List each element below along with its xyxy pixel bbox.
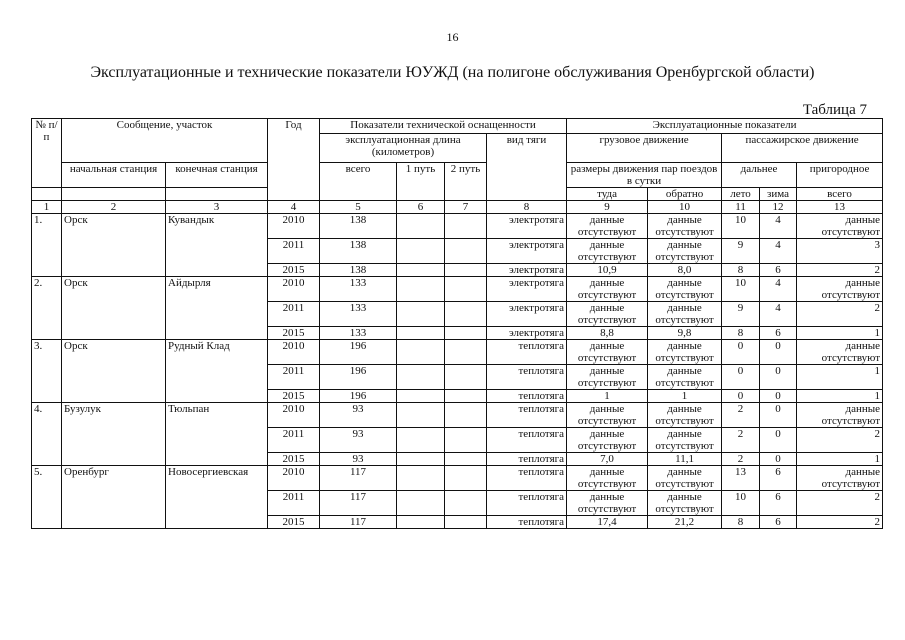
winter-cell: 4: [760, 214, 797, 239]
header-num: № п/п: [32, 119, 62, 188]
table-header: [32, 119, 883, 214]
freight-back-cell: данные отсутствуют: [648, 214, 722, 239]
column-number: 6: [397, 201, 445, 214]
traction-cell: электротяга: [487, 264, 567, 277]
year-cell: 2011: [268, 239, 320, 264]
column-number: 9: [567, 201, 648, 214]
summer-cell: 2: [722, 403, 760, 428]
year-cell: 2011: [268, 428, 320, 453]
row-number-cell: 4.: [32, 403, 62, 466]
year-cell: 2010: [268, 403, 320, 428]
header-tech: Показатели технической оснащенности: [320, 119, 567, 134]
length-total-cell: 133: [320, 277, 397, 302]
suburban-cell: 1: [797, 327, 883, 340]
track2-cell: [445, 466, 487, 491]
traction-cell: электротяга: [487, 277, 567, 302]
track1-cell: [397, 453, 445, 466]
length-total-cell: 138: [320, 264, 397, 277]
track2-cell: [445, 214, 487, 239]
row-number-cell: 5.: [32, 466, 62, 529]
freight-there-cell: данные отсутствуют: [567, 214, 648, 239]
start-station-cell: Бузулук: [62, 403, 166, 466]
winter-cell: 6: [760, 264, 797, 277]
row-number-cell: 1.: [32, 214, 62, 277]
length-total-cell: 133: [320, 327, 397, 340]
suburban-cell: 2: [797, 491, 883, 516]
end-station-cell: Рудный Клад: [166, 340, 268, 403]
table-row: [32, 277, 883, 302]
summer-cell: 0: [722, 390, 760, 403]
freight-back-cell: данные отсутствуют: [648, 302, 722, 327]
column-number: 4: [268, 201, 320, 214]
header-expl: Эксплуатационные показатели: [567, 119, 883, 134]
length-total-cell: 93: [320, 453, 397, 466]
winter-cell: 4: [760, 277, 797, 302]
winter-cell: 0: [760, 428, 797, 453]
row-number-cell: 2.: [32, 277, 62, 340]
track2-cell: [445, 327, 487, 340]
winter-cell: 0: [760, 453, 797, 466]
suburban-cell: данные отсутствуют: [797, 466, 883, 491]
freight-there-cell: данные отсутствуют: [567, 365, 648, 390]
end-station-cell: Новосергиевская: [166, 466, 268, 529]
header-total: всего: [320, 163, 397, 201]
track1-cell: [397, 214, 445, 239]
column-number: 2: [62, 201, 166, 214]
freight-back-cell: данные отсутствуют: [648, 466, 722, 491]
track1-cell: [397, 403, 445, 428]
length-total-cell: 117: [320, 516, 397, 529]
year-cell: 2010: [268, 214, 320, 239]
track2-cell: [445, 365, 487, 390]
header-start-station: начальная станция: [62, 163, 166, 188]
track1-cell: [397, 302, 445, 327]
winter-cell: 0: [760, 403, 797, 428]
freight-there-cell: данные отсутствуют: [567, 277, 648, 302]
length-total-cell: 138: [320, 239, 397, 264]
freight-there-cell: данные отсутствуют: [567, 428, 648, 453]
suburban-cell: 3: [797, 239, 883, 264]
year-cell: 2015: [268, 327, 320, 340]
start-station-cell: Орск: [62, 214, 166, 277]
track1-cell: [397, 239, 445, 264]
column-number: 8: [487, 201, 567, 214]
track2-cell: [445, 428, 487, 453]
year-cell: 2010: [268, 340, 320, 365]
track1-cell: [397, 491, 445, 516]
header-summer: лето: [722, 188, 760, 201]
table-row: [32, 214, 883, 239]
header-year: Год: [268, 119, 320, 201]
suburban-cell: данные отсутствуют: [797, 214, 883, 239]
end-station-cell: Кувандык: [166, 214, 268, 277]
freight-back-cell: 1: [648, 390, 722, 403]
summer-cell: 8: [722, 264, 760, 277]
header-train-pairs: размеры движения пар поездов в сутки: [567, 163, 722, 188]
traction-cell: теплотяга: [487, 453, 567, 466]
summer-cell: 10: [722, 214, 760, 239]
length-total-cell: 93: [320, 403, 397, 428]
suburban-cell: 1: [797, 390, 883, 403]
header-freight: грузовое движение: [567, 134, 722, 163]
suburban-cell: 2: [797, 302, 883, 327]
freight-there-cell: данные отсутствуют: [567, 466, 648, 491]
freight-back-cell: данные отсутствуют: [648, 277, 722, 302]
header-blank: [62, 188, 166, 201]
track1-cell: [397, 365, 445, 390]
traction-cell: электротяга: [487, 302, 567, 327]
traction-cell: теплотяга: [487, 403, 567, 428]
header-blank: [166, 188, 268, 201]
year-cell: 2015: [268, 390, 320, 403]
summer-cell: 8: [722, 327, 760, 340]
year-cell: 2015: [268, 453, 320, 466]
freight-back-cell: данные отсутствуют: [648, 365, 722, 390]
freight-there-cell: 7,0: [567, 453, 648, 466]
column-number: 11: [722, 201, 760, 214]
traction-cell: теплотяга: [487, 466, 567, 491]
column-number: 7: [445, 201, 487, 214]
year-cell: 2010: [268, 466, 320, 491]
summer-cell: 10: [722, 277, 760, 302]
freight-there-cell: данные отсутствуют: [567, 302, 648, 327]
freight-there-cell: 8,8: [567, 327, 648, 340]
length-total-cell: 93: [320, 428, 397, 453]
summer-cell: 2: [722, 453, 760, 466]
header-total2: всего: [797, 188, 883, 201]
track1-cell: [397, 516, 445, 529]
freight-back-cell: данные отсутствуют: [648, 340, 722, 365]
traction-cell: теплотяга: [487, 390, 567, 403]
freight-there-cell: 17,4: [567, 516, 648, 529]
row-number-cell: 3.: [32, 340, 62, 403]
summer-cell: 9: [722, 239, 760, 264]
length-total-cell: 133: [320, 302, 397, 327]
winter-cell: 6: [760, 466, 797, 491]
header-traction: вид тяги: [487, 134, 567, 201]
freight-back-cell: 9,8: [648, 327, 722, 340]
summer-cell: 13: [722, 466, 760, 491]
column-number: 13: [797, 201, 883, 214]
start-station-cell: Оренбург: [62, 466, 166, 529]
winter-cell: 0: [760, 365, 797, 390]
suburban-cell: 2: [797, 264, 883, 277]
table-body: [32, 214, 883, 529]
traction-cell: теплотяга: [487, 365, 567, 390]
table-row: [32, 403, 883, 428]
track2-cell: [445, 239, 487, 264]
year-cell: 2011: [268, 302, 320, 327]
suburban-cell: 2: [797, 428, 883, 453]
summer-cell: 0: [722, 365, 760, 390]
suburban-cell: данные отсутствуют: [797, 340, 883, 365]
track2-cell: [445, 302, 487, 327]
length-total-cell: 117: [320, 466, 397, 491]
table-row: [32, 466, 883, 491]
winter-cell: 0: [760, 340, 797, 365]
suburban-cell: данные отсутствуют: [797, 403, 883, 428]
column-number: 12: [760, 201, 797, 214]
table-row: [32, 340, 883, 365]
track2-cell: [445, 453, 487, 466]
suburban-cell: 1: [797, 453, 883, 466]
length-total-cell: 117: [320, 491, 397, 516]
winter-cell: 4: [760, 302, 797, 327]
freight-back-cell: 21,2: [648, 516, 722, 529]
traction-cell: электротяга: [487, 327, 567, 340]
track1-cell: [397, 466, 445, 491]
freight-there-cell: данные отсутствуют: [567, 403, 648, 428]
suburban-cell: 2: [797, 516, 883, 529]
header-winter: зима: [760, 188, 797, 201]
header-section: Сообщение, участок: [62, 119, 268, 163]
track1-cell: [397, 390, 445, 403]
freight-there-cell: 10,9: [567, 264, 648, 277]
start-station-cell: Орск: [62, 340, 166, 403]
header-there: туда: [567, 188, 648, 201]
track2-cell: [445, 277, 487, 302]
document-title: Эксплуатационные и технические показатели ЮУЖД (на полигоне обслуживания Оренбургской области): [90, 64, 815, 81]
track1-cell: [397, 277, 445, 302]
suburban-cell: 1: [797, 365, 883, 390]
indicators-table: [31, 118, 883, 529]
header-track1: 1 путь: [397, 163, 445, 201]
page-number: 16: [446, 30, 459, 44]
traction-cell: теплотяга: [487, 491, 567, 516]
winter-cell: 6: [760, 491, 797, 516]
freight-back-cell: данные отсутствуют: [648, 403, 722, 428]
year-cell: 2015: [268, 264, 320, 277]
header-suburban: пригородное: [797, 163, 883, 188]
freight-there-cell: 1: [567, 390, 648, 403]
header-long-distance: дальнее: [722, 163, 797, 188]
freight-there-cell: данные отсутствуют: [567, 491, 648, 516]
track2-cell: [445, 340, 487, 365]
traction-cell: электротяга: [487, 239, 567, 264]
header-passenger: пассажирское движение: [722, 134, 883, 163]
freight-back-cell: 11,1: [648, 453, 722, 466]
header-blank: [32, 188, 62, 201]
header-length: эксплуатационная длина (километров): [320, 134, 487, 163]
table-label: Таблица 7: [802, 102, 867, 118]
track1-cell: [397, 340, 445, 365]
summer-cell: 2: [722, 428, 760, 453]
length-total-cell: 138: [320, 214, 397, 239]
column-number: 3: [166, 201, 268, 214]
header-track2: 2 путь: [445, 163, 487, 201]
start-station-cell: Орск: [62, 277, 166, 340]
column-number-row: [32, 201, 883, 214]
freight-back-cell: 8,0: [648, 264, 722, 277]
length-total-cell: 196: [320, 340, 397, 365]
traction-cell: теплотяга: [487, 428, 567, 453]
track2-cell: [445, 390, 487, 403]
column-number: 10: [648, 201, 722, 214]
header-end-station: конечная станция: [166, 163, 268, 188]
end-station-cell: Айдырля: [166, 277, 268, 340]
winter-cell: 4: [760, 239, 797, 264]
track2-cell: [445, 516, 487, 529]
header-back: обратно: [648, 188, 722, 201]
track2-cell: [445, 264, 487, 277]
suburban-cell: данные отсутствуют: [797, 277, 883, 302]
track1-cell: [397, 264, 445, 277]
length-total-cell: 196: [320, 365, 397, 390]
winter-cell: 6: [760, 327, 797, 340]
freight-back-cell: данные отсутствуют: [648, 491, 722, 516]
freight-there-cell: данные отсутствуют: [567, 239, 648, 264]
freight-back-cell: данные отсутствуют: [648, 428, 722, 453]
year-cell: 2011: [268, 365, 320, 390]
track2-cell: [445, 491, 487, 516]
summer-cell: 0: [722, 340, 760, 365]
freight-back-cell: данные отсутствуют: [648, 239, 722, 264]
traction-cell: электротяга: [487, 214, 567, 239]
end-station-cell: Тюльпан: [166, 403, 268, 466]
summer-cell: 10: [722, 491, 760, 516]
winter-cell: 0: [760, 390, 797, 403]
year-cell: 2010: [268, 277, 320, 302]
summer-cell: 9: [722, 302, 760, 327]
freight-there-cell: данные отсутствуют: [567, 340, 648, 365]
track1-cell: [397, 428, 445, 453]
winter-cell: 6: [760, 516, 797, 529]
track2-cell: [445, 403, 487, 428]
traction-cell: теплотяга: [487, 340, 567, 365]
year-cell: 2015: [268, 516, 320, 529]
traction-cell: теплотяга: [487, 516, 567, 529]
length-total-cell: 196: [320, 390, 397, 403]
column-number: 5: [320, 201, 397, 214]
column-number: 1: [32, 201, 62, 214]
summer-cell: 8: [722, 516, 760, 529]
year-cell: 2011: [268, 491, 320, 516]
track1-cell: [397, 327, 445, 340]
